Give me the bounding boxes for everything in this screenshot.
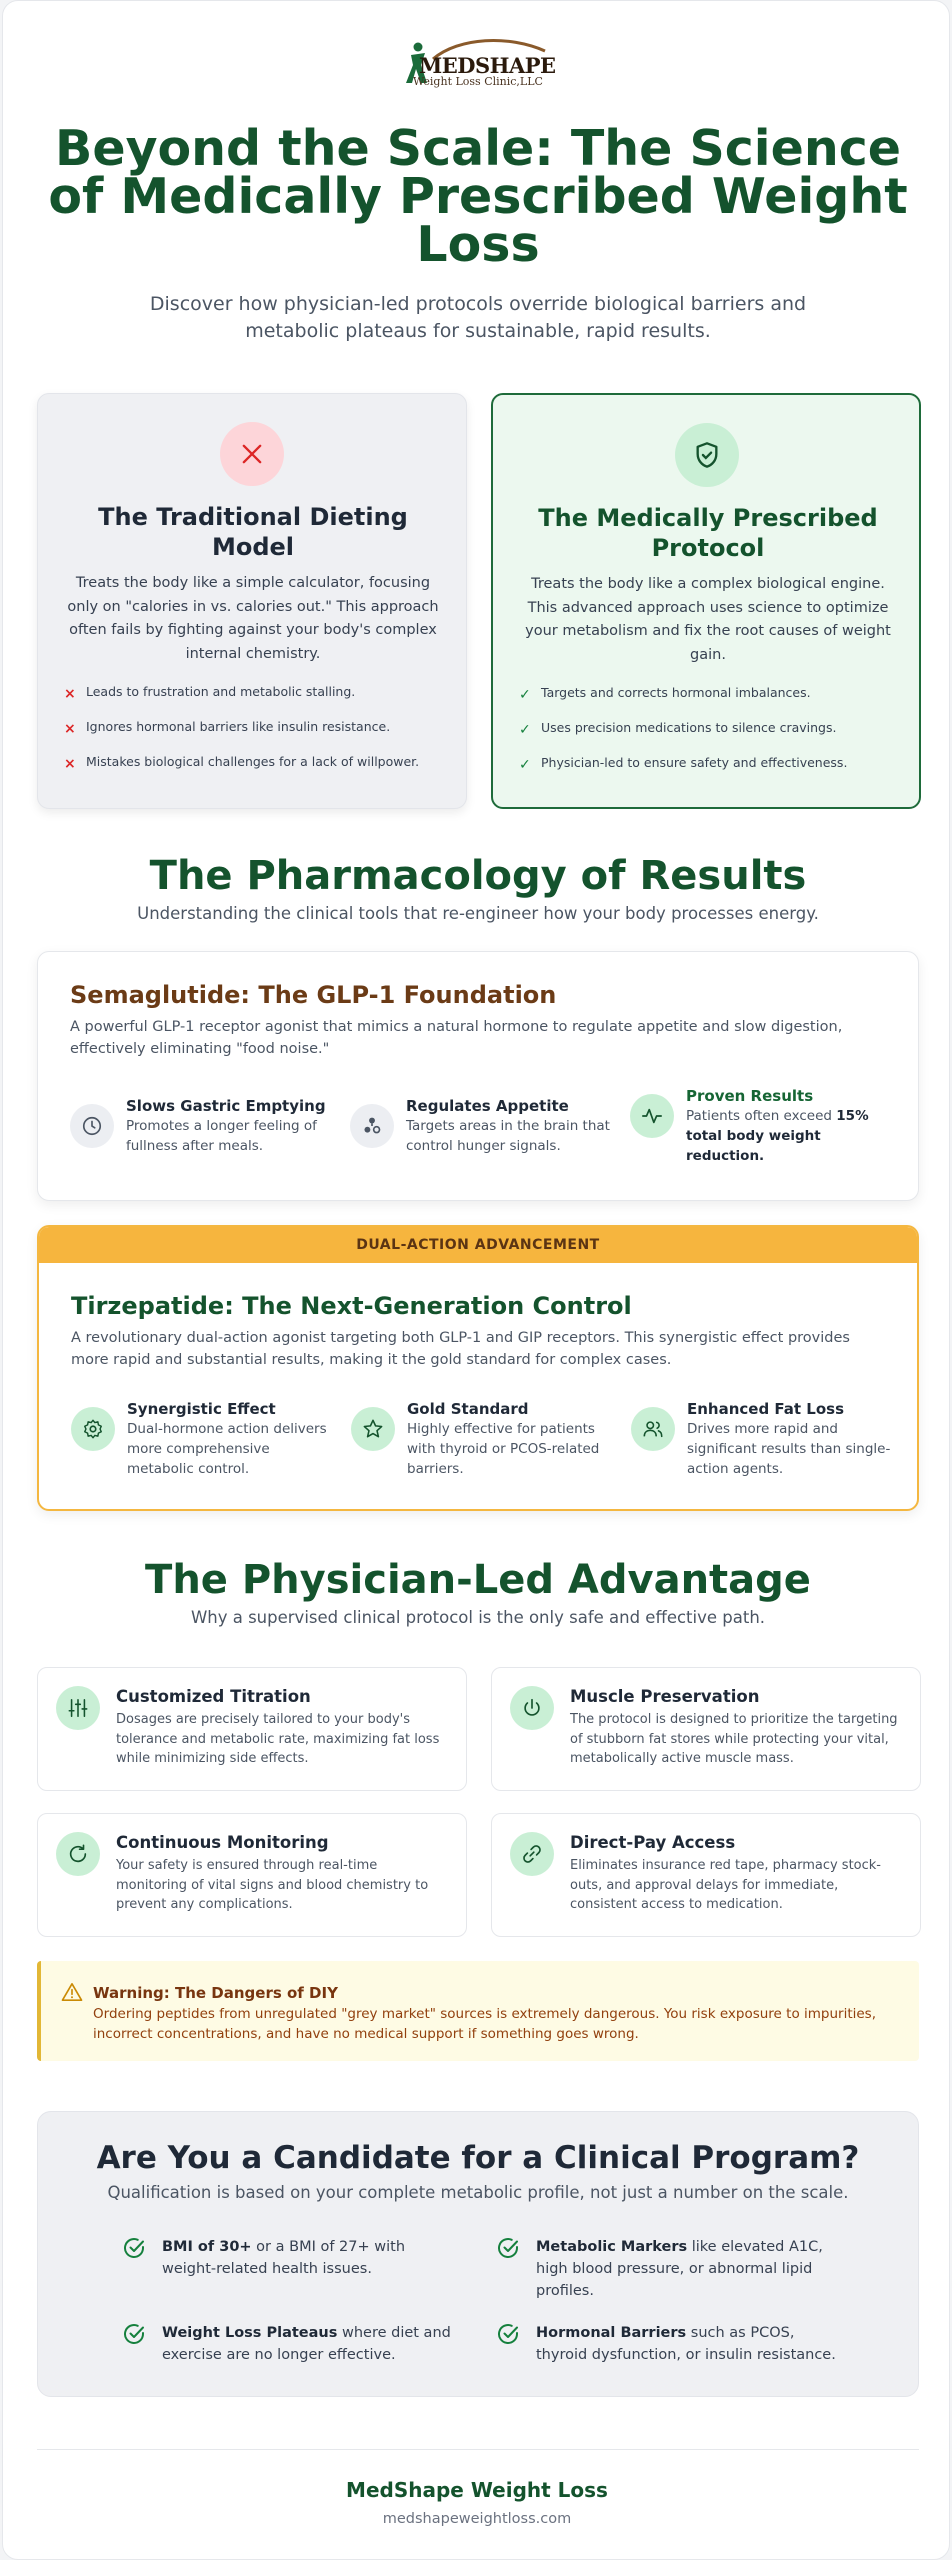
cross-icon: × <box>64 686 76 702</box>
candidate-section: Are You a Candidate for a Clinical Program? Qualification is based on your complete metabolic profile, not just a number on the scale. BMI of 30+ or a BMI of 27+ with weight-related health issues. Metabolic Markers like elevated A1C, high blood pressure, or abnormal lipid profiles. Weight Loss Plateaus where diet and exercise are no longer effective. Hormonal Barriers such as PCOS, thyroid dysfunction, or insulin resistance. <box>37 2111 919 2397</box>
medical-protocol-card <box>491 393 921 809</box>
semaglutide-title: Semaglutide: The GLP-1 Foundation <box>70 981 557 1009</box>
advantage-card-direct-pay-access: Direct-Pay Access Eliminates insurance red tape, pharmacy stock-outs, and approval delays for immediate, consistent access to medication. <box>491 1813 921 1937</box>
feature-regulates-appetite: Regulates Appetite Targets areas in the brain that control hunger signals. <box>350 1096 610 1176</box>
infographic-page <box>2 0 950 2560</box>
traditional-points <box>64 684 444 789</box>
check-icon: ✓ <box>519 722 531 738</box>
warning-text: Ordering peptides from unregulated "grey market" sources is extremely dangerous. You risk exposure to impurities, incorrect concentrations, and have no medical support if something goes wrong. <box>93 2006 876 2042</box>
medical-points <box>519 685 899 790</box>
power-icon <box>510 1686 554 1730</box>
diy-warning-box <box>37 1961 919 2061</box>
clock-icon <box>70 1104 114 1148</box>
medshape-logo <box>399 37 556 93</box>
check-icon: ✓ <box>519 757 531 773</box>
pharmacology-title: The Pharmacology of Results <box>149 853 807 899</box>
feature-synergistic-effect: Synergistic Effect Dual-hormone action delivers more comprehensive metabolic control. <box>71 1399 331 1499</box>
star-icon <box>351 1407 395 1451</box>
medical-description: Treats the body like a complex biological engine. This advanced approach uses science to optimize your metabolism and fix the root causes of weight gain. <box>525 576 891 663</box>
link-icon <box>510 1832 554 1876</box>
logo-subtitle: Weight Loss Clinic,LLC <box>413 75 543 88</box>
semaglutide-card <box>37 951 919 1201</box>
feature-enhanced-fat-loss: Enhanced Fat Loss Drives more rapid and significant results than single-action agents. <box>631 1399 891 1499</box>
advantage-subtitle: Why a supervised clinical protocol is the only safe and effective path. <box>190 1608 766 1627</box>
warning-title: Warning: The Dangers of DIY <box>93 1984 338 2002</box>
cross-icon: × <box>64 756 76 772</box>
shield-check-icon <box>675 423 739 487</box>
activity-icon <box>630 1094 674 1138</box>
feature-slows-gastric-emptying: Slows Gastric Emptying Promotes a longer feeling of fullness after meals. <box>70 1096 330 1176</box>
advantage-card-continuous-monitoring: Continuous Monitoring Your safety is ensured through real-time monitoring of vital signs and blood chemistry to prevent any complications. <box>37 1813 467 1937</box>
tirzepatide-description: A revolutionary dual-action agonist targeting both GLP-1 and GIP receptors. This synergistic effect provides more rapid and substantial results, making it the gold standard for complex cases. <box>71 1330 850 1368</box>
list-item: × Ignores hormonal barriers like insulin resistance. <box>64 719 391 737</box>
feature-gold-standard: Gold Standard Highly effective for patients with thyroid or PCOS-related barriers. <box>351 1399 611 1499</box>
tirzepatide-card <box>37 1225 919 1511</box>
check-icon: ✓ <box>519 687 531 703</box>
page-subtitle: Discover how physician-led protocols override biological barriers and metabolic plateaus for sustainable, rapid results. <box>149 293 807 342</box>
list-item: × Leads to frustration and metabolic stalling. <box>64 684 356 702</box>
proven-results-desc: Patients often exceed 15% total body weight reduction. <box>686 1108 869 1164</box>
advantage-title: The Physician-Led Advantage <box>145 1557 811 1603</box>
cross-icon: × <box>64 721 76 737</box>
pharmacology-subtitle: Understanding the clinical tools that re-engineer how your body processes energy. <box>137 904 819 923</box>
refresh-icon <box>56 1832 100 1876</box>
logo-name: MEDSHAPE <box>419 53 556 78</box>
traditional-description: Treats the body like a simple calculator, focusing only on "calories in vs. calories out." This approach often fails by fighting against your body's complex internal chemistry. <box>67 575 439 662</box>
advantage-card-customized-titration: Customized Titration Dosages are precisely tailored to your body's tolerance and metabolic rate, maximizing fat loss while minimizing side effects. <box>37 1667 467 1791</box>
page-title: Beyond the Scale: The Science of Medically Prescribed Weight Loss <box>48 120 908 273</box>
candidate-title: Are You a Candidate for a Clinical Program? <box>96 2140 860 2176</box>
list-item: ✓ Physician-led to ensure safety and effectiveness. <box>519 755 848 773</box>
list-item: ✓ Targets and corrects hormonal imbalances. <box>519 685 811 703</box>
list-item: ✓ Uses precision medications to silence cravings. <box>519 720 837 738</box>
check-circle-icon <box>122 2322 146 2346</box>
sliders-icon <box>56 1686 100 1730</box>
tirzepatide-title: Tirzepatide: The Next-Generation Control <box>71 1292 632 1320</box>
check-circle-icon <box>496 2236 520 2260</box>
users-icon <box>631 1407 675 1451</box>
list-item: × Mistakes biological challenges for a lack of willpower. <box>64 754 420 772</box>
semaglutide-description: A powerful GLP-1 receptor agonist that mimics a natural hormone to regulate appetite and slow digestion, effectively eliminating "food noise." <box>70 1019 843 1057</box>
footer-brand-name: MedShape Weight Loss <box>346 2478 608 2502</box>
feature-proven-results: Proven Results Patients often exceed 15% total body weight reduction. <box>630 1086 890 1186</box>
traditional-title: The Traditional Dieting Model <box>98 503 408 561</box>
x-icon <box>220 422 284 486</box>
footer-divider <box>37 2449 919 2450</box>
medical-title: The Medically Prescribed Protocol <box>538 504 878 562</box>
molecule-icon <box>350 1104 394 1148</box>
gear-icon <box>71 1407 115 1451</box>
warning-triangle-icon <box>61 1982 83 2002</box>
advantage-card-muscle-preservation: Muscle Preservation The protocol is designed to prioritize the targeting of stubborn fat stores while protecting your vital, metabolically active muscle mass. <box>491 1667 921 1791</box>
traditional-model-card <box>37 393 467 809</box>
dual-action-banner: DUAL-ACTION ADVANCEMENT <box>39 1227 917 1263</box>
footer-website-link[interactable]: medshapeweightloss.com <box>382 2511 572 2527</box>
candidate-subtitle: Qualification is based on your complete metabolic profile, not just a number on the scale. <box>107 2183 849 2202</box>
check-circle-icon <box>122 2236 146 2260</box>
check-circle-icon <box>496 2322 520 2346</box>
